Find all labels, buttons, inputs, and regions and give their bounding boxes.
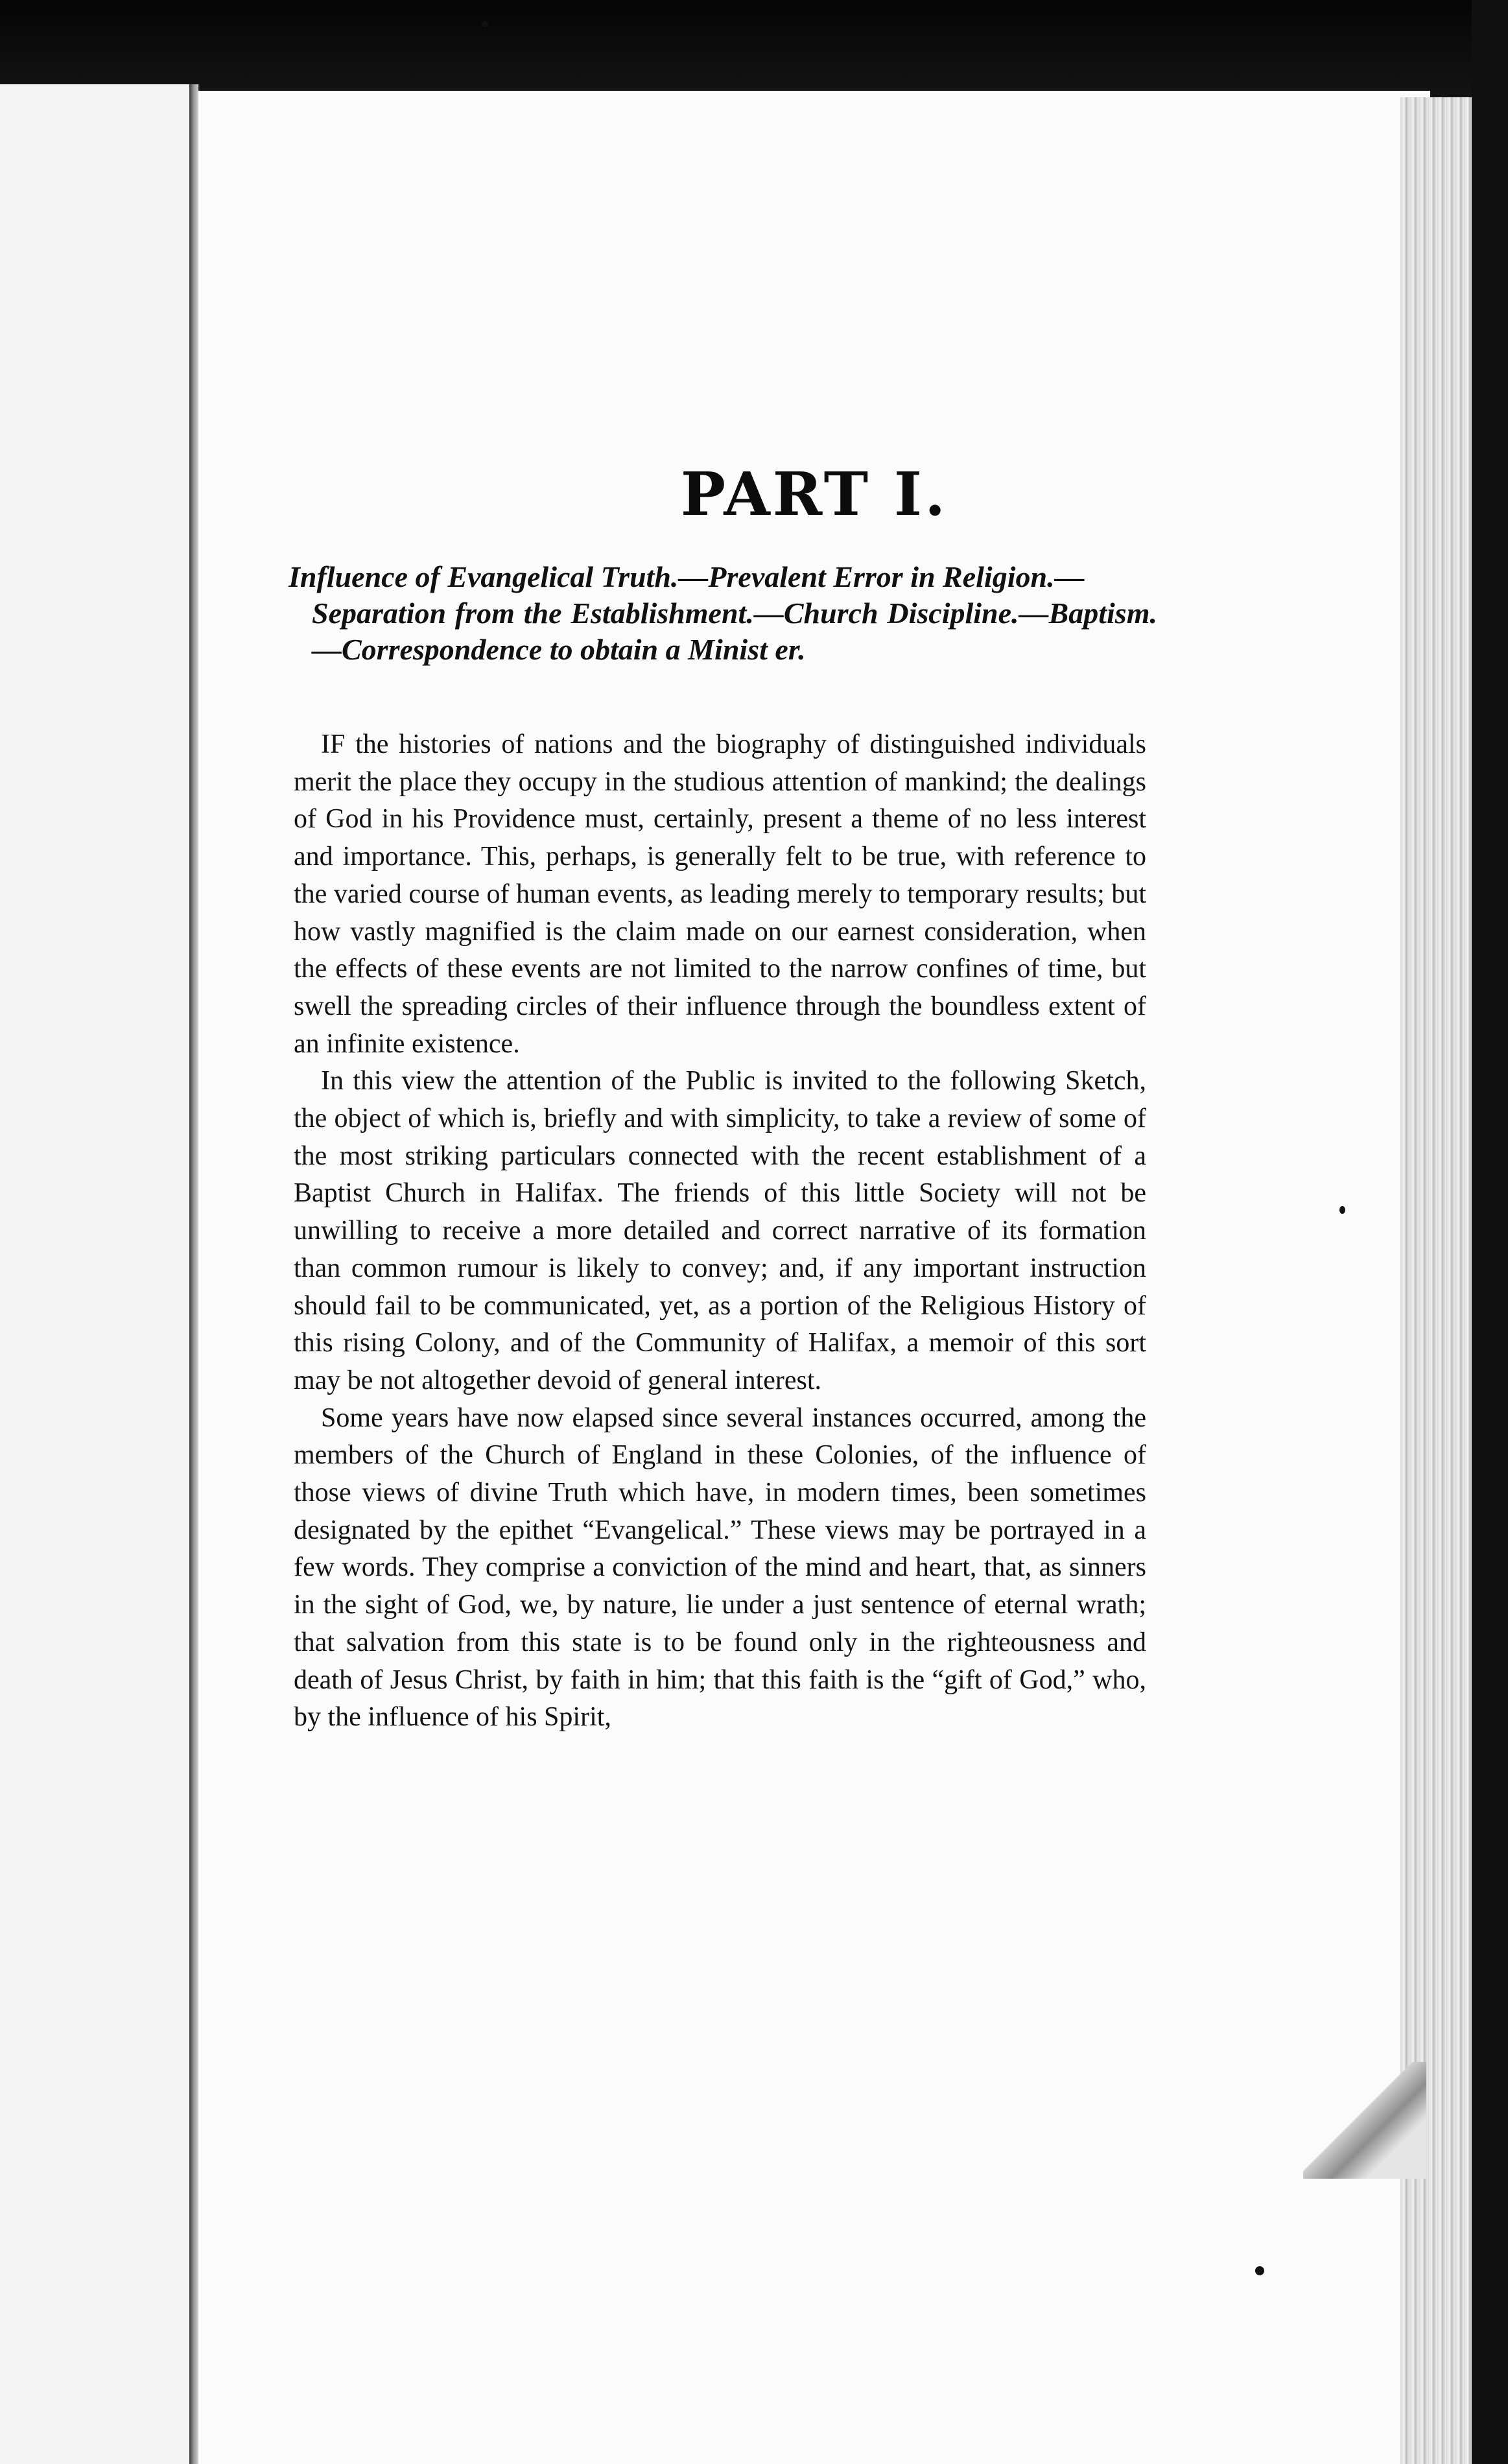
scan-top-shadow [0,0,1508,97]
ink-speck [1255,2266,1264,2275]
ink-speck [1339,1206,1345,1214]
paragraph-1: IF the histories of nations and the biography of distinguished individuals merit the place they occupy in the studious attention of mankind; the dealings of God in his Providence must, certainly, present a theme of no less interest and importance. This, perhaps, is generally felt to be true, with reference to the varied course of human events, as leading merely to temporary results; but how vastly magnified is the claim made on our earnest consideration, when the effects of these events are not limited to the narrow confines of time, but swell the spreading circles of their influence through the boundless extent of an infinite existence. [294,729,1146,1059]
contents-line-1: Influence of Evangelical Truth.—Prevalent Error in Religion.— [289,560,1085,593]
chapter-contents-summary [289,559,1157,668]
page-body-text [294,726,1146,1736]
facing-page-edge [0,84,200,2464]
book-gutter [189,84,198,2464]
paragraph-2: In this view the attention of the Public is invited to the following Sketch, the object of which is, briefly and with simplicity, to take a review of some of the most striking particulars connected with the recent establishment of a Baptist Church in Halifax. The friends of this little Society will not be unwilling to receive a more detailed and correct narrative of its formation than common rumour is likely to convey; and, if any important instruction should fail to be communicated, yet, as a portion of the Religious History of this rising Colony, and of the Community of Halifax, a memoir of this sort may be not altogether devoid of general interest. [294,1066,1146,1395]
ink-speck [482,21,488,27]
contents-line-2: Separation from the Establishment.—Church Discipline.—Baptism.—Correspondence to obtain a Minist er. [312,597,1157,666]
part-heading: PART I. [680,459,948,529]
page-corner-curl [1303,2062,1426,2179]
paragraph-3: Some years have now elapsed since several instances occurred, among the members of the Church of England in these Colonies, of the influence of those views of divine Truth which have, in modern times, been sometimes designated by the epithet “Evangelical.” These views may be portrayed in a few words. They comprise a conviction of the mind and heart, that, as sinners in the sight of God, we, by nature, lie under a just sentence of eternal wrath; that salvation from this state is to be found only in the righteousness and death of Jesus Christ, by faith in him; that this faith is the “gift of God,” who, by the influence of his Spirit, [294,1403,1146,1733]
scan-right-shadow [1472,0,1508,2464]
